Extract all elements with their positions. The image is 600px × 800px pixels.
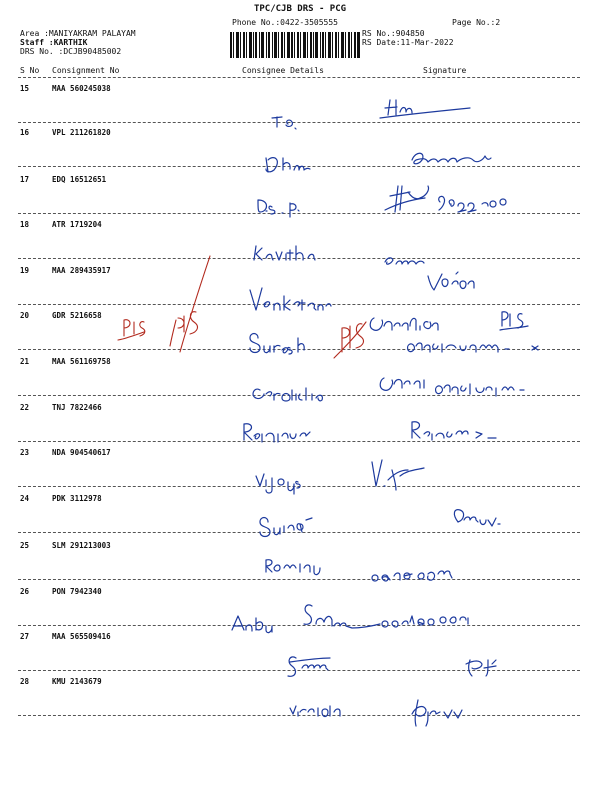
row-consignment: MAA 565509416 (52, 632, 111, 641)
col-consignment: Consignment No (52, 66, 120, 75)
row-consignment: KMU 2143679 (52, 677, 102, 686)
consignee-handwriting-17 (258, 186, 506, 217)
row-consignment: VPL 211261820 (52, 128, 111, 137)
area-field: Area :MANIYAKRAM PALAYAM (20, 29, 136, 38)
row-sno: 20 (20, 311, 30, 320)
consignee-handwriting-28 (290, 700, 462, 726)
consignee-handwriting-26 (232, 605, 468, 633)
row-sno: 24 (20, 494, 30, 503)
row-sno: 26 (20, 587, 30, 596)
row-sno: 28 (20, 677, 30, 686)
row-consignment: PDK 3112978 (52, 494, 102, 503)
consignee-handwriting-22 (244, 422, 496, 442)
consignee-handwriting-21 (253, 378, 524, 401)
consignee-handwriting-27 (288, 657, 496, 676)
row-sno: 27 (20, 632, 30, 641)
col-signature: Signature (423, 66, 467, 75)
row-consignment: SLM 291213003 (52, 541, 111, 550)
row-consignment: ATR 1719204 (52, 220, 102, 229)
staff-field: Staff :KARTHIK (20, 38, 88, 47)
row-sno: 21 (20, 357, 30, 366)
phone-number: Phone No.:0422-3505555 (232, 18, 338, 27)
rs-date: RS Date:11-Mar-2022 (362, 38, 454, 47)
consignee-handwriting-15 (272, 100, 470, 129)
row-consignment: NDA 904540617 (52, 448, 111, 457)
consignee-handwriting-23 (256, 460, 424, 494)
row-consignment: TNJ 7822466 (52, 403, 102, 412)
row-consignment: PON 7942340 (52, 587, 102, 596)
col-consignee: Consignee Details (242, 66, 324, 75)
consignee-handwriting-16 (266, 153, 491, 172)
col-sno: S No (20, 66, 40, 75)
row-sno: 19 (20, 266, 30, 275)
page-number: Page No.:2 (452, 18, 501, 27)
row-consignment: EDQ 16512651 (52, 175, 107, 184)
consignee-handwriting-25 (266, 560, 452, 581)
consignee-handwriting-20 (250, 318, 538, 354)
consignee-handwriting-24 (260, 510, 500, 537)
drs-number: DRS No. :DCJB90485002 (20, 47, 122, 56)
row-sno: 18 (20, 220, 30, 229)
row-sno: 15 (20, 84, 30, 93)
row-sno: 25 (20, 541, 30, 550)
consignee-handwriting-19 (250, 272, 474, 310)
rs-number: RS No.:904850 (362, 29, 425, 38)
consignee-handwriting-18 (254, 246, 424, 264)
row-consignment: MAA 561169758 (52, 357, 111, 366)
row-sno: 16 (20, 128, 30, 137)
row-sno: 22 (20, 403, 30, 412)
row-consignment: GDR 5216658 (52, 311, 102, 320)
row-sno: 23 (20, 448, 30, 457)
row-sno: 17 (20, 175, 30, 184)
row-consignment: MAA 289435917 (52, 266, 111, 275)
doc-title: TPC/CJB DRS - PCG (253, 4, 347, 14)
row-consignment: MAA 560245038 (52, 84, 111, 93)
